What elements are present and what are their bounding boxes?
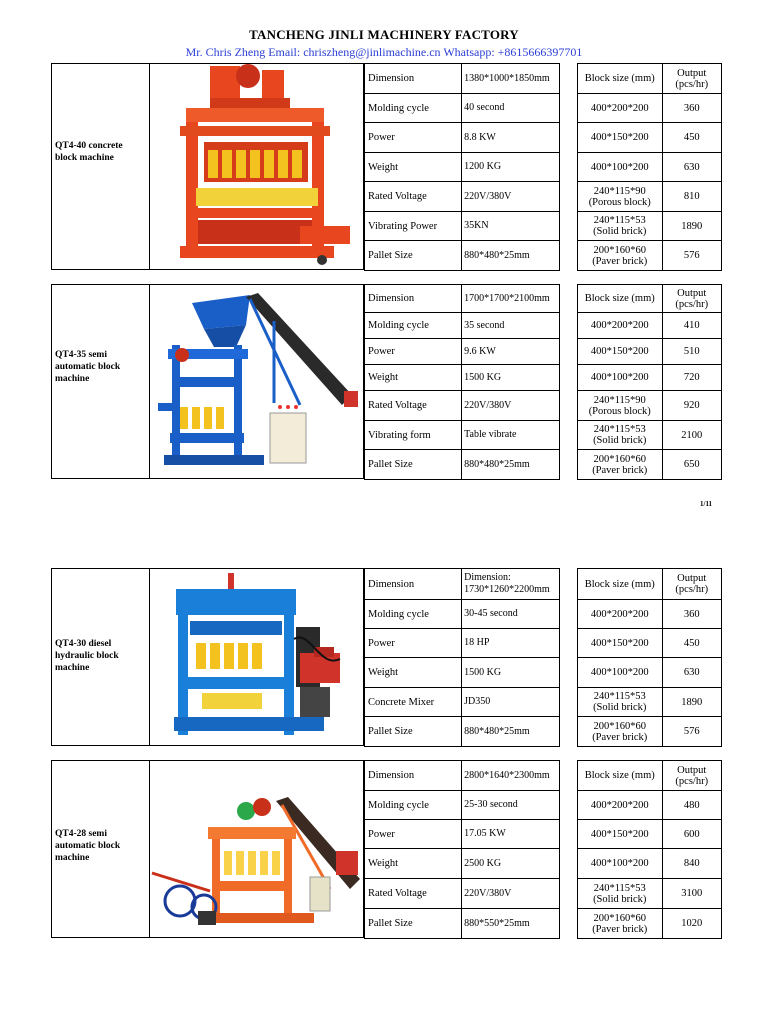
output-header-line1: Output [677, 287, 707, 299]
block-size: 400*150*200 [578, 820, 663, 849]
block-size: 240*115*53 [593, 215, 646, 226]
red-block-machine-image [150, 64, 364, 270]
spec-label: Pallet Size [365, 241, 462, 271]
block-size: 400*150*200 [578, 123, 663, 153]
machine-name: QT4-30 diesel hydraulic block machine [55, 639, 119, 673]
block-size: 400*200*200 [578, 791, 663, 820]
output-header [662, 285, 722, 313]
spec-label: Weight [365, 849, 462, 879]
output-value: 2100 [662, 421, 722, 450]
output-table [577, 760, 722, 939]
block-type: (Porous block) [588, 196, 651, 208]
spec-value: 30-45 second [462, 600, 560, 629]
output-value: 720 [662, 365, 722, 391]
spec-label: Dimension [365, 569, 462, 600]
spec-label: Pallet Size [365, 450, 462, 480]
block-size: 240*115*53 [593, 424, 646, 435]
machine-block-qt4-30 [51, 568, 722, 746]
machine-block-qt4-40 [51, 63, 722, 270]
spec-table [364, 63, 560, 271]
spec-value: 2500 KG [462, 849, 560, 879]
spec-label: Dimension [365, 64, 462, 94]
contact-line: Mr. Chris Zheng Email: chriszheng@jinlimachine.cn Whatsapp: +8615666397701 [185, 45, 583, 59]
spec-label: Power [365, 629, 462, 658]
output-value: 810 [662, 182, 722, 212]
block-type: (Paver brick) [592, 731, 648, 743]
machine-name-cell [51, 284, 150, 479]
block-type: (Solid brick) [593, 226, 647, 237]
block-size: 400*150*200 [578, 339, 663, 365]
spec-value: 880*480*25mm [462, 241, 560, 271]
output-header [662, 64, 722, 94]
block-size: 400*100*200 [578, 849, 663, 879]
machine-name-cell [51, 568, 150, 746]
output-header-line1: Output [677, 764, 707, 776]
spec-value: 40 second [462, 94, 560, 123]
block-size: 200*160*60 [593, 912, 646, 924]
machine-block-qt4-28 [51, 760, 722, 938]
spec-value: 1500 KG [462, 365, 560, 391]
spec-label: Power [365, 123, 462, 153]
spec-table [364, 284, 560, 480]
block-size: 200*160*60 [593, 453, 646, 465]
blue-block-machine-with-conveyor-image [150, 285, 364, 479]
spec-label: Weight [365, 658, 462, 688]
spec-label: Vibrating form [365, 421, 462, 450]
spec-label: Vibrating Power [365, 212, 462, 241]
spec-table [364, 568, 560, 747]
output-value: 920 [662, 391, 722, 421]
spec-label: Weight [365, 365, 462, 391]
spec-label: Concrete Mixer [365, 688, 462, 717]
spec-value-prefix: Dimension: [464, 572, 511, 583]
page-number: 1/11 [700, 500, 713, 508]
orange-block-machine-with-conveyor-image [150, 761, 364, 938]
spec-value: 880*480*25mm [462, 450, 560, 480]
machine-name-cell [51, 63, 150, 270]
spec-value: JD350 [462, 688, 560, 717]
spec-value: 1200 KG [462, 153, 560, 182]
block-type: (Paver brick) [592, 255, 648, 267]
output-header-line1: Output [677, 67, 707, 79]
output-header-block: Block size (mm) [578, 569, 663, 600]
block-size: 240*115*90 [593, 394, 646, 406]
output-value: 450 [662, 629, 722, 658]
spec-label: Dimension [365, 761, 462, 791]
spec-table [364, 760, 560, 939]
output-value: 450 [662, 123, 722, 153]
output-table [577, 568, 722, 747]
output-header-line2: (pcs/hr) [675, 78, 709, 90]
output-header-line2: (pcs/hr) [675, 775, 709, 787]
machine-name: QT4-35 semi automatic block machine [55, 350, 121, 384]
spec-value: 8.8 KW [462, 123, 560, 153]
spec-value: 1730*1260*2200mm [464, 584, 550, 595]
output-value: 650 [662, 450, 722, 480]
spec-value: 35 second [462, 313, 560, 339]
spec-value: 25-30 second [462, 791, 560, 820]
spec-label: Rated Voltage [365, 182, 462, 212]
spec-label: Molding cycle [365, 313, 462, 339]
output-value: 600 [662, 820, 722, 849]
block-size: 200*160*60 [593, 720, 646, 732]
spec-label: Power [365, 820, 462, 849]
spec-value: 220V/380V [462, 879, 560, 909]
machine-image-cell [150, 760, 364, 938]
output-value: 630 [662, 658, 722, 688]
spec-label: Pallet Size [365, 717, 462, 747]
block-size: 400*200*200 [578, 600, 663, 629]
block-size: 400*100*200 [578, 365, 663, 391]
spec-value: 2800*1640*2300mm [462, 761, 560, 791]
spec-value: 1700*1700*2100mm [462, 285, 560, 313]
output-value: 510 [662, 339, 722, 365]
output-value: 1890 [662, 688, 722, 717]
spec-value: 220V/380V [462, 182, 560, 212]
output-value: 630 [662, 153, 722, 182]
spec-value: 1500 KG [462, 658, 560, 688]
block-type: (Solid brick) [593, 893, 647, 905]
block-size: 400*200*200 [578, 313, 663, 339]
spec-value: 220V/380V [462, 391, 560, 421]
output-table [577, 63, 722, 271]
block-type: (Paver brick) [592, 464, 648, 476]
output-value: 3100 [662, 879, 722, 909]
spec-value: 35KN [462, 212, 560, 241]
machine-name: QT4-28 semi automatic block machine [55, 829, 121, 863]
spec-value: 880*480*25mm [462, 717, 560, 747]
spec-label: Molding cycle [365, 600, 462, 629]
spec-label: Molding cycle [365, 94, 462, 123]
page-title: TANCHENG JINLI MACHINERY FACTORY [249, 27, 519, 42]
output-header-block: Block size (mm) [578, 285, 663, 313]
spec-value: 17.05 KW [462, 820, 560, 849]
output-header [662, 761, 722, 791]
block-size: 400*100*200 [578, 658, 663, 688]
output-value: 1890 [662, 212, 722, 241]
machine-block-qt4-35 [51, 284, 722, 479]
block-size: 240*115*53 [593, 882, 646, 894]
spec-label: Rated Voltage [365, 879, 462, 909]
output-value: 360 [662, 94, 722, 123]
spec-label: Pallet Size [365, 909, 462, 939]
output-header-line2: (pcs/hr) [675, 298, 709, 310]
output-value: 480 [662, 791, 722, 820]
block-type: (Solid brick) [593, 702, 647, 713]
block-size: 240*115*53 [593, 691, 646, 702]
output-value: 410 [662, 313, 722, 339]
output-header-block: Block size (mm) [578, 761, 663, 791]
output-header-block: Block size (mm) [578, 64, 663, 94]
spec-label: Weight [365, 153, 462, 182]
output-value: 840 [662, 849, 722, 879]
spec-label: Dimension [365, 285, 462, 313]
output-value: 576 [662, 717, 722, 747]
spec-value: 1380*1000*1850mm [462, 64, 560, 94]
output-header-line2: (pcs/hr) [675, 584, 709, 595]
output-value: 576 [662, 241, 722, 271]
spec-value: Table vibrate [462, 421, 560, 450]
output-header-line1: Output [677, 573, 707, 584]
output-header [662, 569, 722, 600]
machine-image-cell [150, 63, 364, 270]
block-type: (Porous block) [588, 405, 651, 417]
block-type: (Paver brick) [592, 923, 648, 935]
block-size: 240*115*90 [593, 185, 646, 197]
spec-label: Rated Voltage [365, 391, 462, 421]
machine-name-cell [51, 760, 150, 938]
output-value: 360 [662, 600, 722, 629]
spec-value: 18 HP [462, 629, 560, 658]
block-size: 400*100*200 [578, 153, 663, 182]
spec-label: Power [365, 339, 462, 365]
block-size: 400*150*200 [578, 629, 663, 658]
spec-value: 9.6 KW [462, 339, 560, 365]
output-table [577, 284, 722, 480]
machine-name: QT4-40 concrete block machine [55, 141, 123, 163]
spec-value: 880*550*25mm [462, 909, 560, 939]
blue-diesel-hydraulic-machine-image [150, 569, 364, 746]
spec-label: Molding cycle [365, 791, 462, 820]
block-size: 400*200*200 [578, 94, 663, 123]
output-value: 1020 [662, 909, 722, 939]
machine-image-cell [150, 568, 364, 746]
block-type: (Solid brick) [593, 435, 647, 446]
block-size: 200*160*60 [593, 244, 646, 256]
machine-image-cell [150, 284, 364, 479]
